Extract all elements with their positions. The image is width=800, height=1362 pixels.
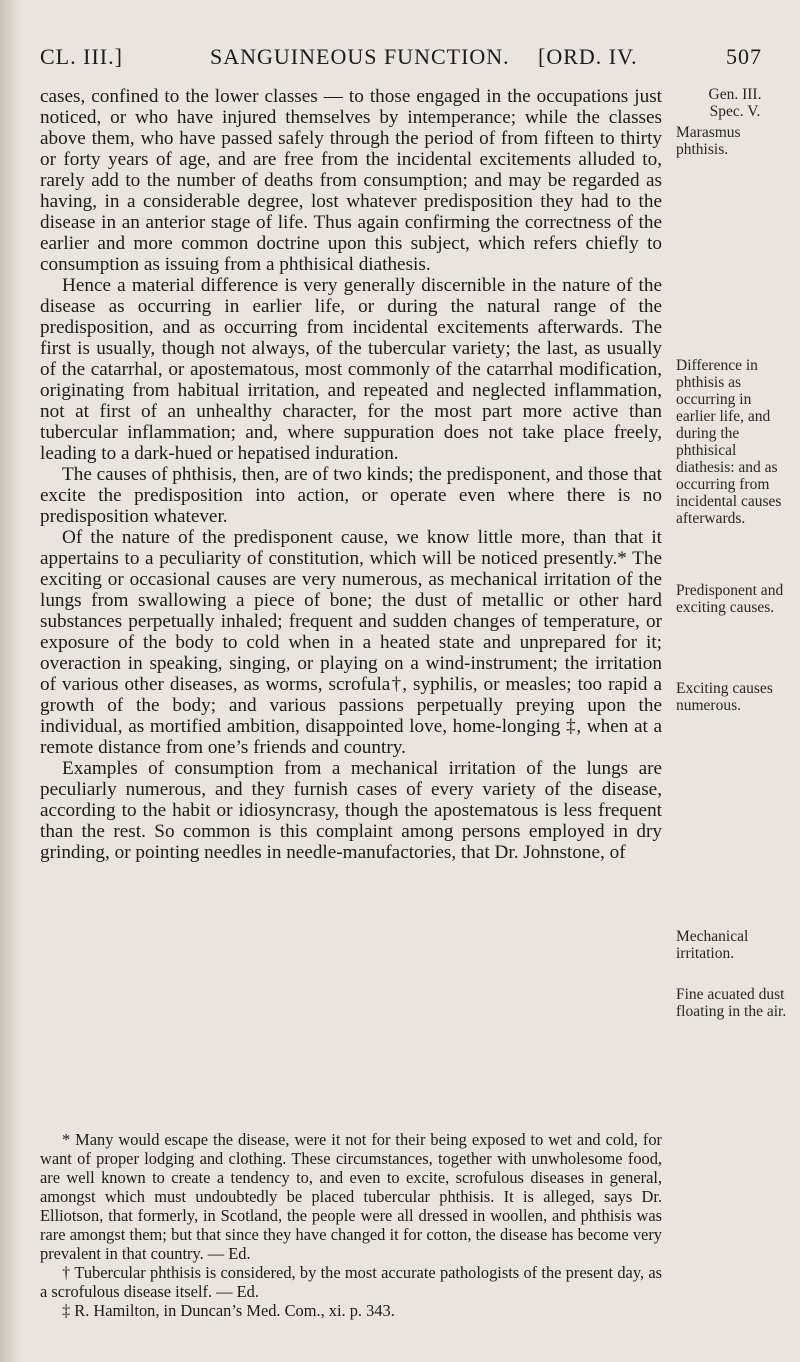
body-paragraph: Hence a material difference is very generally discernible in the nature of the disease as occurring in earlier life, or during the natural range of the predisposition, and as occurring from incidental excitements afterwards. The first is usually, though not always, of the tubercular variety; the last, as usually of the catarrhal, or apostematous, most commonly of the catarrhal modification, originating from habitual irritation, and repeated and neglected inflammation, not at first of an unhealthy character, for the most part more active than tubercular inflammation; and, where suppuration does not take place freely, leading to a dark-hued or hepatised induration.	[40, 275, 662, 464]
margin-note-exciting: Exciting causes numerous.	[676, 680, 773, 714]
margin-note-marasmus: Marasmus phthisis.	[676, 124, 741, 158]
margin-note-mechanical: Mechanical irritation.	[676, 928, 749, 962]
margin-note-predisponent: Predisponent and exciting causes.	[676, 582, 784, 616]
margin-note-spec: Spec. V.	[709, 103, 761, 120]
footnote: * Many would escape the disease, were it not for their being exposed to wet and cold, for want of proper lodging and clothing. These circumstances, together with unwholesome food, are well known to create a tendency to, and even to excite, scrofulous diseases in general, amongst which must undoubtedly be placed tubercular phthisis. It is alleged, says Dr. Elliotson, that formerly, in Scotland, the people were all dressed in woollen, and phthisis was rare amongst them; but that since they have changed it for cotton, the disease has become very prevalent in that country. — Ed.	[40, 1130, 662, 1263]
footnote: ‡ R. Hamilton, in Duncan’s Med. Com., xi. p. 343.	[62, 1301, 395, 1320]
margin-note-difference: Difference in phthisis as occurring in earlier life, and during the phthisical diathesis: and as occurring from incidental causes afterwards.	[676, 357, 782, 527]
page-number: 507	[726, 44, 762, 69]
running-head-chapter: CL. III.]	[40, 44, 123, 69]
running-head	[40, 44, 760, 74]
running-head-order: [ORD. IV.	[538, 44, 638, 69]
body-paragraph: The causes of phthisis, then, are of two kinds; the predisponent, and those that excite the predisposition into action, or operate even where there is no predisposition whatever.	[40, 464, 663, 527]
body-paragraph: Examples of consumption from a mechanical irritation of the lungs are peculiarly numerous, and they furnish cases of every variety of the disease, according to the habit or idiosyncrasy, though the apostematous is less frequent than the rest. So common is this complaint among persons employed in dry grinding, or pointing needles in needle-manufactories, that Dr. Johnstone, of	[40, 758, 662, 863]
footnotes	[40, 1130, 662, 1320]
margin-note-genus	[676, 86, 794, 120]
margin-note-gen: Gen. III.	[708, 86, 762, 103]
body-paragraph: cases, confined to the lower classes — to those engaged in the occupations just noticed, or who have injured themselves by intemperance; while the classes above them, who have passed safely through the period of from fifteen to thirty or forty years of age, and are free from the incidental excitements alluded to, rarely add to the number of deaths from consumption; and may be regarded as having, in a considerable degree, lost whatever predisposition they had to the disease in an anterior stage of life. Thus again confirming the correctness of the earlier and more common doctrine upon this subject, which refers chiefly to consumption as issuing from a phthisical diathesis.	[40, 86, 662, 275]
margin-note-fine-dust: Fine acuated dust floating in the air.	[676, 986, 787, 1020]
page-binding-edge	[0, 0, 26, 1362]
main-text	[40, 86, 662, 863]
running-head-title: SANGUINEOUS FUNCTION.	[210, 44, 510, 69]
body-paragraph: Of the nature of the predisponent cause, we know little more, than that it appertains to a peculiarity of constitution, which will be noticed presently.* The exciting or occasional causes are very numerous, as mechanical irritation of the lungs from swallowing a piece of bone; the dust of metallic or other hard substances perpetually inhaled; frequent and sudden changes of temperature, or exposure of the body to cold when in a heated state and unprepared for it; overaction in speaking, singing, or playing on a wind-instrument; the irritation of various other diseases, as worms, scrofula†, syphilis, or measles; too rapid a growth of the body; and various passions perpetually preying upon the individual, as mortified ambition, disappointed love, home-longing ‡, when at a remote distance from one’s friends and country.	[40, 527, 662, 758]
footnote: † Tubercular phthisis is considered, by the most accurate pathologists of the present day, as a scrofulous disease itself. — Ed.	[40, 1263, 662, 1301]
